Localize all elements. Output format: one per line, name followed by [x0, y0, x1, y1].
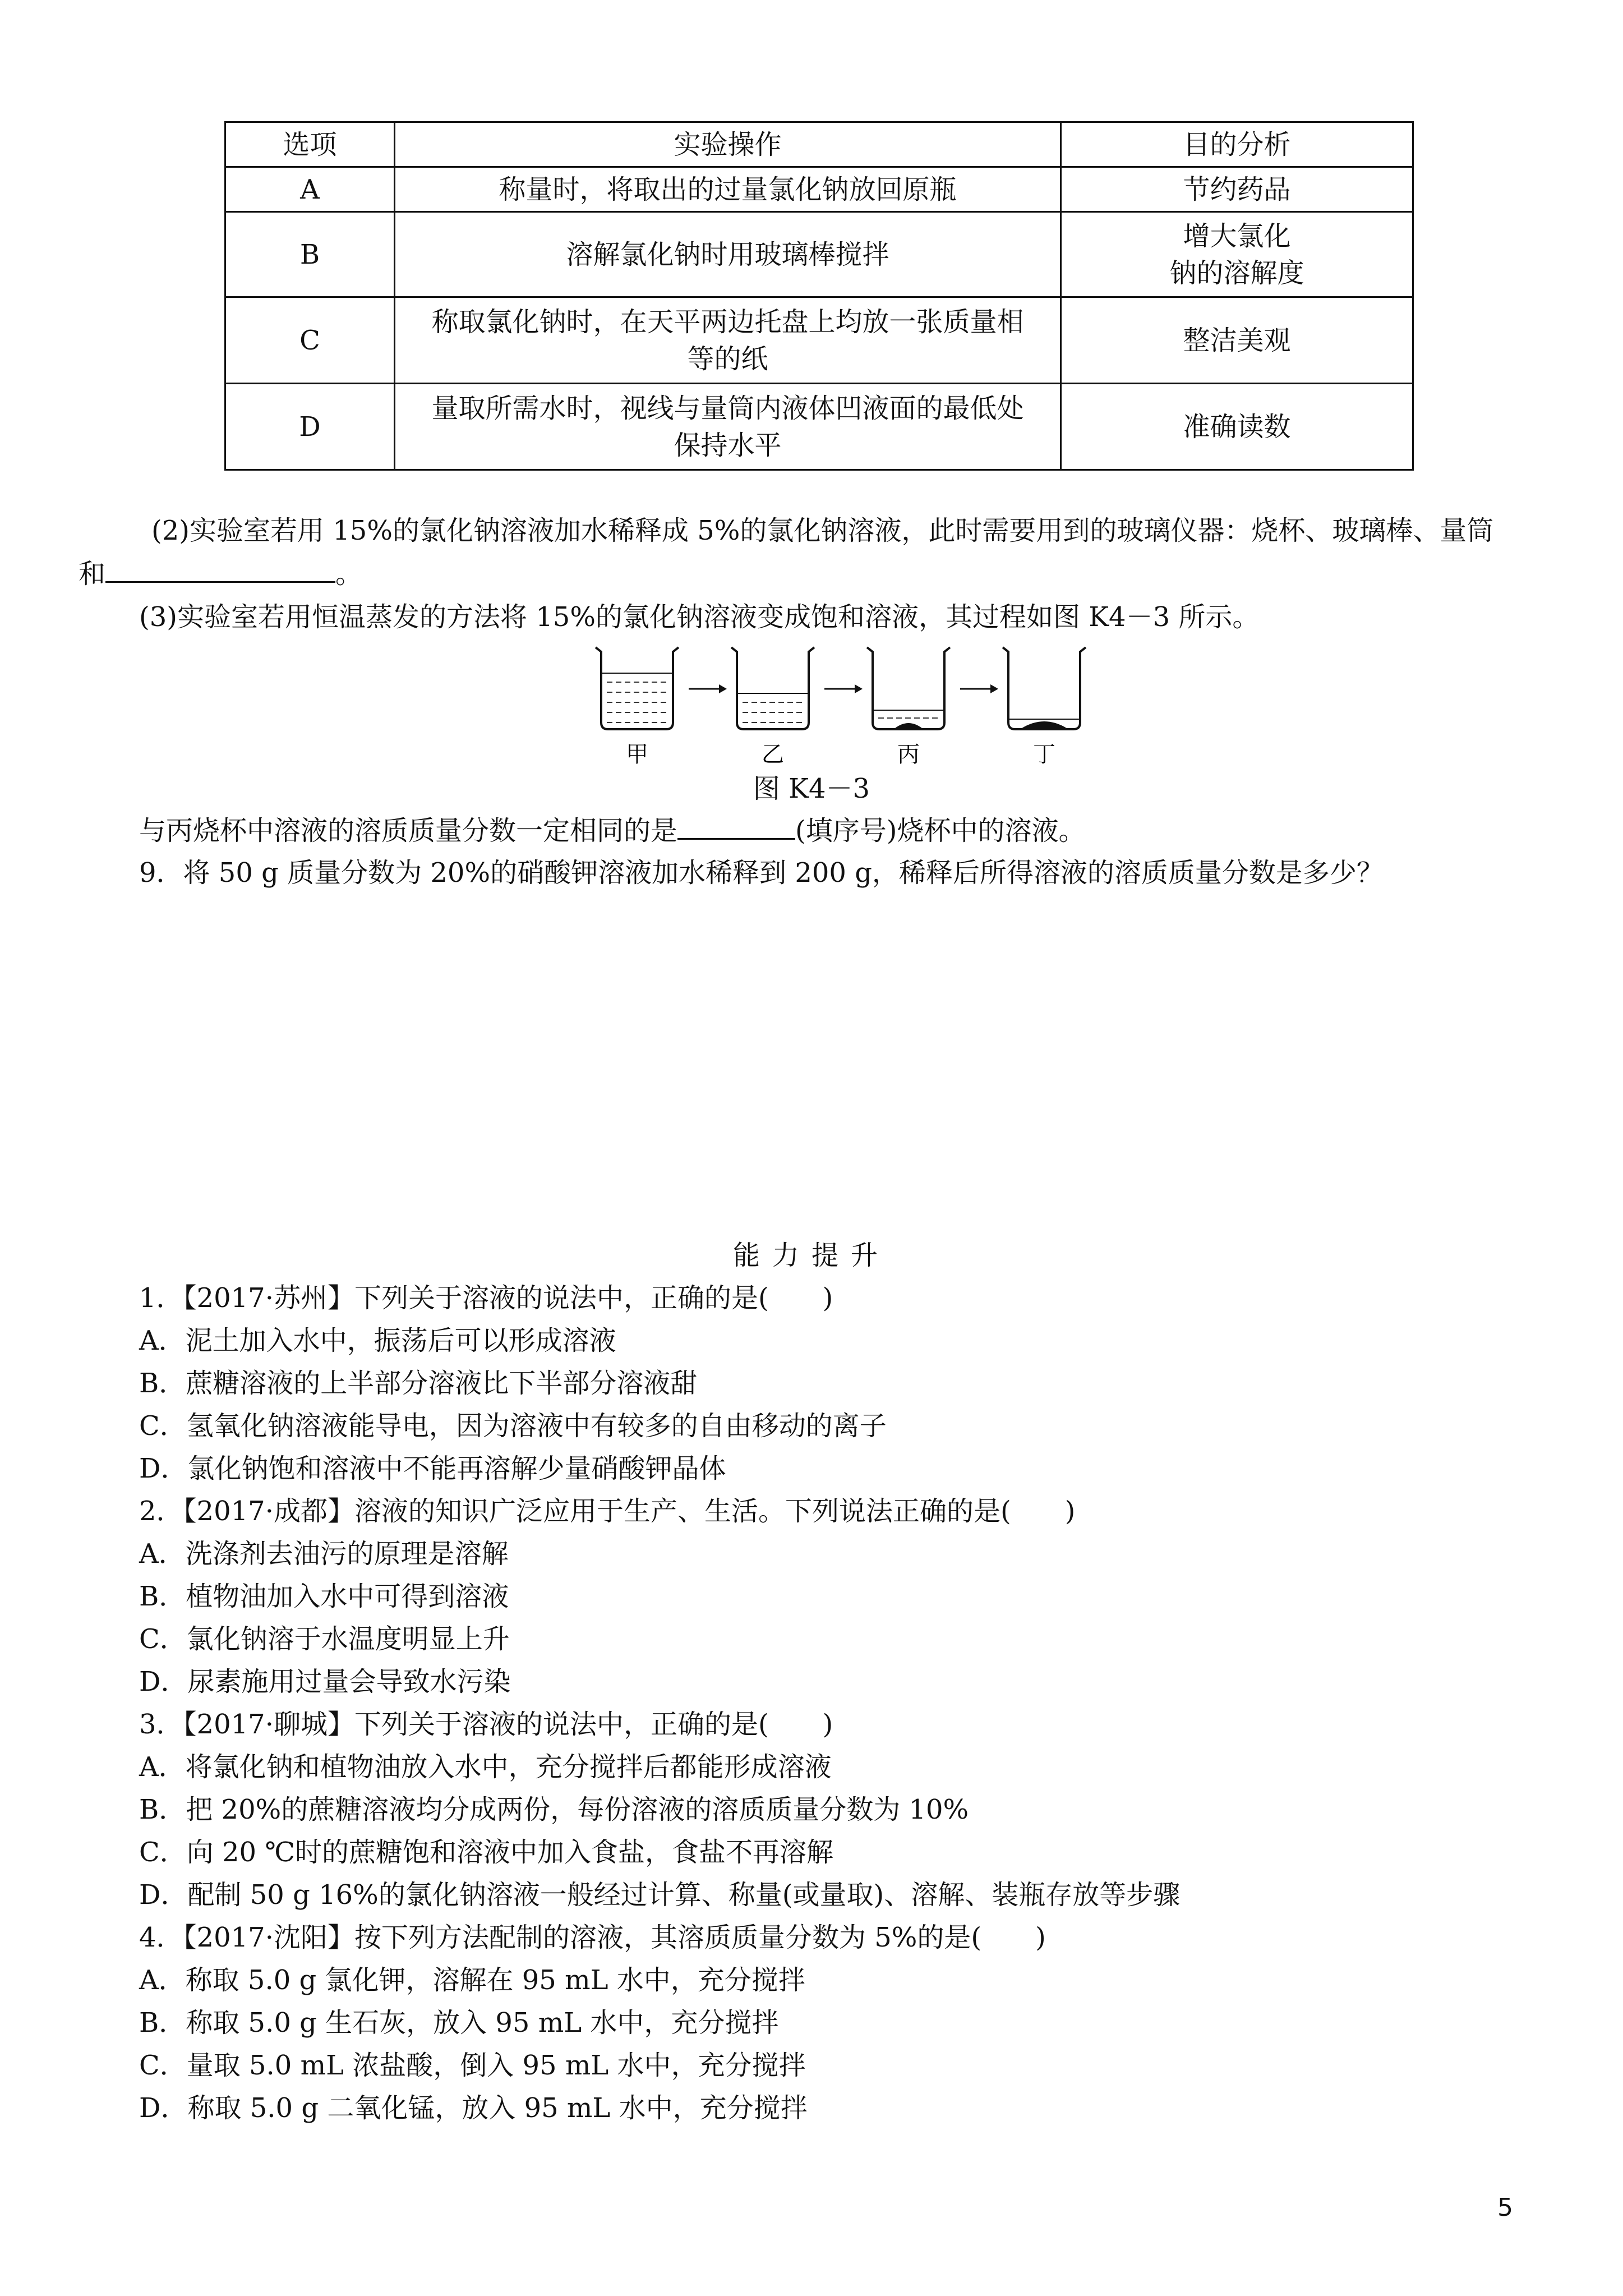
question-option: C．向 20 ℃时的蔗糖饱和溶液中加入食盐，食盐不再溶解	[139, 1837, 834, 1868]
question-option: D．氯化钠饱和溶液中不能再溶解少量硝酸钾晶体	[139, 1453, 726, 1484]
question-option: C．量取 5.0 mL 浓盐酸，倒入 95 mL 水中，充分搅拌	[139, 2050, 806, 2081]
option-cell: D	[225, 384, 395, 470]
question-option: D．配制 50 g 16%的氯化钠溶液一般经过计算、称量(或量取)、溶解、装瓶存放等步骤	[139, 1879, 1181, 1911]
q8-part3-question-prefix: 与丙烧杯中溶液的溶质质量分数一定相同的是	[139, 815, 678, 846]
beaker-ding	[1003, 647, 1086, 729]
arrow-icon	[960, 684, 998, 693]
table-header-option: 选项	[225, 122, 395, 167]
table-row	[225, 384, 1413, 470]
answer-blank[interactable]	[105, 556, 335, 583]
q8-part3-question	[139, 813, 1085, 848]
purpose-cell	[1061, 212, 1413, 297]
operation-cell	[395, 384, 1061, 470]
crystal-precipitate	[895, 723, 922, 728]
purpose-line: 增大氯化	[1183, 220, 1291, 252]
purpose-cell: 整洁美观	[1061, 297, 1413, 384]
q8-part3-question-suffix: (填序号)烧杯中的溶液。	[795, 815, 1086, 846]
table-row	[225, 212, 1413, 297]
beaker-evaporation-figure	[594, 644, 1099, 767]
section-title: 能力提升	[732, 1240, 890, 1271]
operation-cell	[395, 297, 1061, 384]
question-stem: 4．【2017·沈阳】按下列方法配制的溶液，其溶质质量分数为 5%的是( )	[139, 1922, 1046, 1953]
operation-line: 量取所需水时，视线与量筒内液体凹液面的最低处	[431, 392, 1024, 424]
question-option: A．泥土加入水中，振荡后可以形成溶液	[139, 1325, 616, 1356]
q8-part2-prefix: 和	[79, 558, 106, 590]
crystal-precipitate	[1022, 721, 1067, 728]
question-option: C．氢氧化钠溶液能导电，因为溶液中有较多的自由移动的离子	[139, 1410, 887, 1442]
question-stem: 2．【2017·成都】溶液的知识广泛应用于生产、生活。下列说法正确的是( )	[139, 1496, 1076, 1527]
question-option: D．尿素施用过量会导致水污染	[139, 1666, 511, 1697]
question-stem: 3．【2017·聊城】下列关于溶液的说法中，正确的是( )	[139, 1709, 833, 1740]
question-stem: 1．【2017·苏州】下列关于溶液的说法中，正确的是( )	[139, 1282, 833, 1314]
question-option: B．把 20%的蔗糖溶液均分成两份，每份溶液的溶质质量分数为 10%	[139, 1794, 969, 1825]
figure-caption: 图 K4－3	[753, 773, 870, 804]
question-option: B．称取 5.0 g 生石灰，放入 95 mL 水中，充分搅拌	[139, 2007, 779, 2039]
options-table	[224, 121, 1414, 471]
figure-label: 丙	[897, 742, 920, 767]
table-header-operation: 实验操作	[395, 122, 1061, 167]
beaker-jia	[596, 647, 679, 729]
operation-line: 等的纸	[687, 343, 768, 375]
question-option: A．将氯化钠和植物油放入水中，充分搅拌后都能形成溶液	[139, 1751, 832, 1783]
operation-cell: 溶解氯化钠时用玻璃棒搅拌	[395, 212, 1061, 297]
option-cell: A	[225, 167, 395, 212]
figure-label: 乙	[762, 742, 784, 767]
table-header-row	[225, 122, 1413, 167]
purpose-cell: 准确读数	[1061, 384, 1413, 470]
table-row	[225, 297, 1413, 384]
purpose-line: 钠的溶解度	[1169, 257, 1304, 289]
purpose-cell: 节约药品	[1061, 167, 1413, 212]
question-option: A．称取 5.0 g 氯化钾，溶解在 95 mL 水中，充分搅拌	[139, 1964, 805, 1996]
operation-line: 保持水平	[674, 429, 782, 461]
operation-line: 称取氯化钠时，在天平两边托盘上均放一张质量相	[431, 306, 1024, 338]
beaker-yi	[731, 647, 814, 729]
option-cell: C	[225, 297, 395, 384]
question-option: A．洗涤剂去油污的原理是溶解	[139, 1538, 509, 1570]
operation-cell: 称量时，将取出的过量氯化钠放回原瓶	[395, 167, 1061, 212]
table-header-purpose: 目的分析	[1061, 122, 1413, 167]
question-option: C．氯化钠溶于水温度明显上升	[139, 1623, 510, 1655]
question-9: 9．将 50 g 质量分数为 20%的硝酸钾溶液加水稀释到 200 g，稀释后所得溶液的溶质质量分数是多少？	[139, 857, 1384, 889]
q8-part2-line2	[79, 556, 362, 591]
figure-label: 丁	[1033, 742, 1055, 767]
figure-label: 甲	[626, 742, 648, 767]
answer-blank[interactable]	[677, 813, 795, 840]
question-option: D．称取 5.0 g 二氧化锰，放入 95 mL 水中，充分搅拌	[139, 2092, 808, 2124]
arrow-icon	[689, 684, 727, 693]
table-row	[225, 167, 1413, 212]
arrow-icon	[824, 684, 863, 693]
option-cell: B	[225, 212, 395, 297]
question-option: B．植物油加入水中可得到溶液	[139, 1581, 509, 1612]
q8-part2-suffix: 。	[335, 558, 363, 590]
question-option: B．蔗糖溶液的上半部分溶液比下半部分溶液甜	[139, 1368, 698, 1399]
beaker-bing	[867, 647, 950, 729]
q8-part2-line1: (2)实验室若用 15%的氯化钠溶液加水稀释成 5%的氯化钠溶液，此时需要用到的玻璃仪器：烧杯、玻璃棒、量筒	[151, 515, 1494, 546]
q8-part3-text: (3)实验室若用恒温蒸发的方法将 15%的氯化钠溶液变成饱和溶液，其过程如图 K4－3 所示。	[139, 601, 1260, 633]
page-number: 5	[1497, 2193, 1513, 2222]
